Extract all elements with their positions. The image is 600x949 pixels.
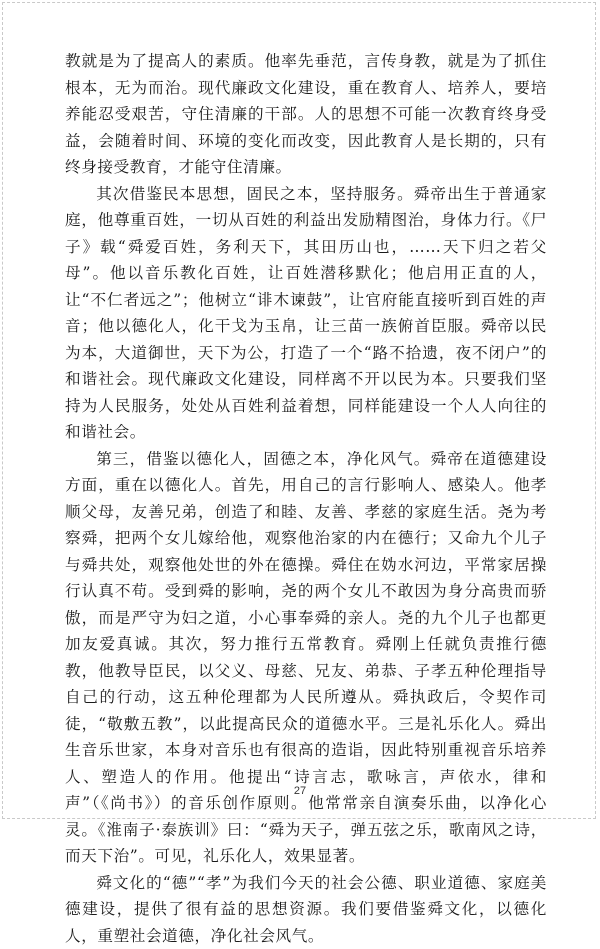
paragraph-4: 舜文化的“德”“孝”为我们今天的社会公德、职业道德、家庭美德建设，提供了很有益的思想资源。我们要借鉴舜文化，以德化人，重塑社会道德，净化社会风气。 [65, 870, 547, 949]
page-number: 27 [0, 785, 600, 797]
paragraph-2: 其次借鉴民本思想，固民之本，坚持服务。舜帝出生于普通家庭，他尊重百姓，一切从百姓的利益出发励精图治，身体力行。《尸子》载“舜爱百姓，务利天下，其田历山也，……天下归之若父母”。他以音乐教化百姓，让百姓潜移默化；他启用正直的人，让“不仁者远之”；他树立“诽木谏鼓”，让官府能直接听到百姓的声音；他以德化人，化干戈为玉帛，让三苗一族俯首臣服。舜帝以民为本，大道御世，天下为公，打造了一个“路不拾遗，夜不闭户”的和谐社会。现代廉政文化建设，同样离不开以民为本。只要我们坚持为人民服务，处处从百姓利益着想，同样能建设一个人人向往的和谐社会。 [65, 181, 547, 446]
document-body [65, 48, 547, 949]
paragraph-3: 第三，借鉴以德化人，固德之本，净化风气。舜帝在道德建设方面，重在以德化人。首先，用自己的言行影响人、感染人。他孝顺父母，友善兄弟，创造了和睦、友善、孝慈的家庭生活。尧为考察舜，把两个女儿嫁给他，观察他治家的内在德行；又命九个儿子与舜共处，观察他处世的外在德操。舜住在妫水河边，平常家居操行认真不苟。受到舜的影响，尧的两个女儿不敢因为身分高贵而骄傲，而是严守为妇之道，小心事奉舜的亲人。尧的九个儿子也都更加友爱真诚。其次，努力推行五常教育。舜刚上任就负责推行德教，他教导臣民，以父义、母慈、兄友、弟恭、子孝五种伦理指导自己的行动，这五种伦理都为人民所遵从。舜执政后，令契作司徒，“敬敷五教”，以此提高民众的道德水平。三是礼乐化人。舜出生音乐世家，本身对音乐也有很高的造诣，因此特别重视音乐培养人、塑造人的作用。他提出“诗言志，歌咏言，声依水，律和声”（《尚书》）的音乐创作原则。他常常亲自演奏乐曲，以净化心灵。《淮南子·泰族训》曰：“舜为天子，弹五弦之乐，歌南风之诗，而天下治”。可见，礼乐化人，效果显著。 [65, 446, 547, 870]
paragraph-1: 教就是为了提高人的素质。他率先垂范，言传身教，就是为了抓住根本，无为而治。现代廉政文化建设，重在教育人、培养人，要培养能忍受艰苦，守住清廉的干部。人的思想不可能一次教育终身受益，会随着时间、环境的变化而改变，因此教育人是长期的，只有终身接受教育，才能守住清廉。 [65, 48, 547, 181]
